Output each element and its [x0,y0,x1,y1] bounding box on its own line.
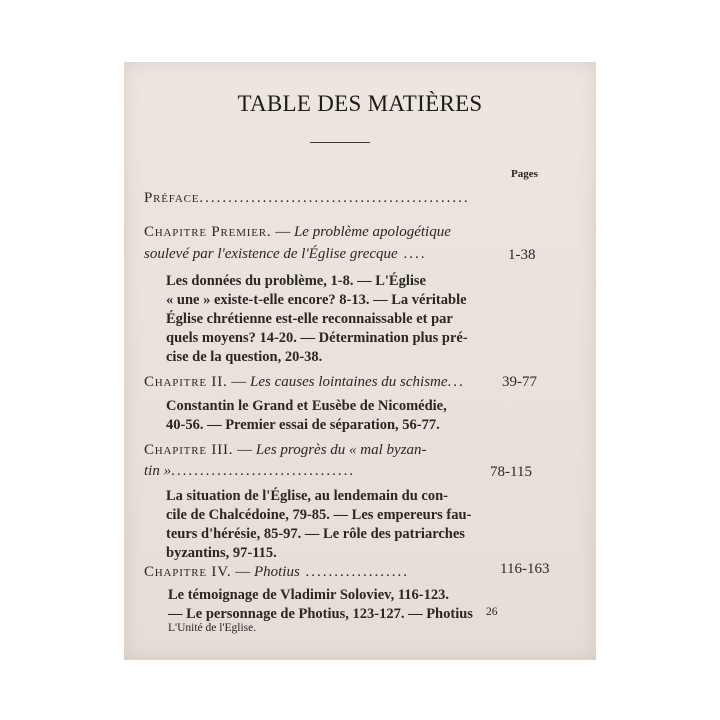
footer-signature: L'Unité de l'Eglise. [168,622,257,634]
chapter-2-summary-line: Constantin le Grand et Eusèbe de Nicomédie, [166,398,447,414]
chapter-2-label: Chapitre II. [144,374,228,390]
chapter-1-leader-dots: .... [397,246,427,262]
chapter-4-heading [144,565,409,580]
chapter-3-summary-line: cile de Chalcédoine, 79-85. — Les empereurs fau- [166,507,472,523]
chapter-1-title-line2: soulevé par l'existence de l'Église grecque [144,246,398,262]
chapter-3-summary-line: byzantins, 97-115. [166,545,277,561]
chapter-3-title-line2: tin » [144,463,172,479]
chapter-1-heading-line2 [144,247,426,262]
chapter-3-dash: — [233,442,253,458]
chapter-3-title-line1: Les progrès du « mal byzan- [252,442,427,458]
chapter-2-leader-dots: ... [447,374,465,390]
chapter-3-summary-line: teurs d'hérésie, 85-97. — Le rôle des patriarches [166,526,465,542]
chapter-4-label: Chapitre IV. [144,564,232,580]
chapter-4-summary-line: Le témoignage de Vladimir Soloviev, 116-123. [168,587,450,603]
chapter-4-dash: — [231,564,251,580]
chapter-2-pages: 39-77 [502,374,537,390]
chapter-3-pages: 78-115 [490,464,532,480]
chapter-4-leader-dots: .................. [299,564,410,580]
chapter-2-heading [144,375,465,390]
preface-entry [144,191,470,206]
chapter-1-heading-line1 [144,225,451,240]
chapter-1-summary-line: « une » existe-t-elle encore? 8-13. — La véritable [166,292,467,308]
chapter-3-label: Chapitre III. [144,442,234,458]
page-title: TABLE DES MATIÈRES [237,91,483,116]
footer-signature-number: 26 [486,606,498,618]
chapter-1-title-line1: Le problème apologétique [290,224,451,240]
chapter-2-title: Les causes lointaines du schisme [246,374,448,390]
chapter-3-leader-dots: ................................ [171,463,356,479]
chapter-1-summary-line: cise de la question, 20-38. [166,349,323,365]
preface-label: Préface [144,190,200,206]
chapter-1-label: Chapitre Premier. [144,224,272,240]
chapter-4-pages: 116-163 [500,561,550,577]
title-rule [310,142,370,143]
book-page [124,62,596,660]
chapter-1-summary-line: Église chrétienne est-elle reconnaissable et par [166,311,453,327]
chapter-2-dash: — [227,374,247,390]
chapter-1-summary-line: quels moyens? 14-20. — Détermination plus pré- [166,330,468,346]
chapter-3-summary-line: La situation de l'Église, au lendemain du con- [166,488,448,504]
pages-column-label: Pages [511,168,538,180]
chapter-3-heading-line1 [144,443,427,458]
chapter-4-summary-line: — Le personnage de Photius, 123-127. — Photius [168,606,473,622]
chapter-4-title: Photius [250,564,300,580]
chapter-1-pages: 1-38 [508,247,536,263]
preface-leader-dots: ............................................... [199,190,470,206]
chapter-3-heading-line2 [144,464,355,479]
chapter-1-summary-line: Les données du problème, 1-8. — L'Église [166,273,426,289]
chapter-1-dash: — [271,224,291,240]
chapter-2-summary-line: 40-56. — Premier essai de séparation, 56-77. [166,417,440,433]
